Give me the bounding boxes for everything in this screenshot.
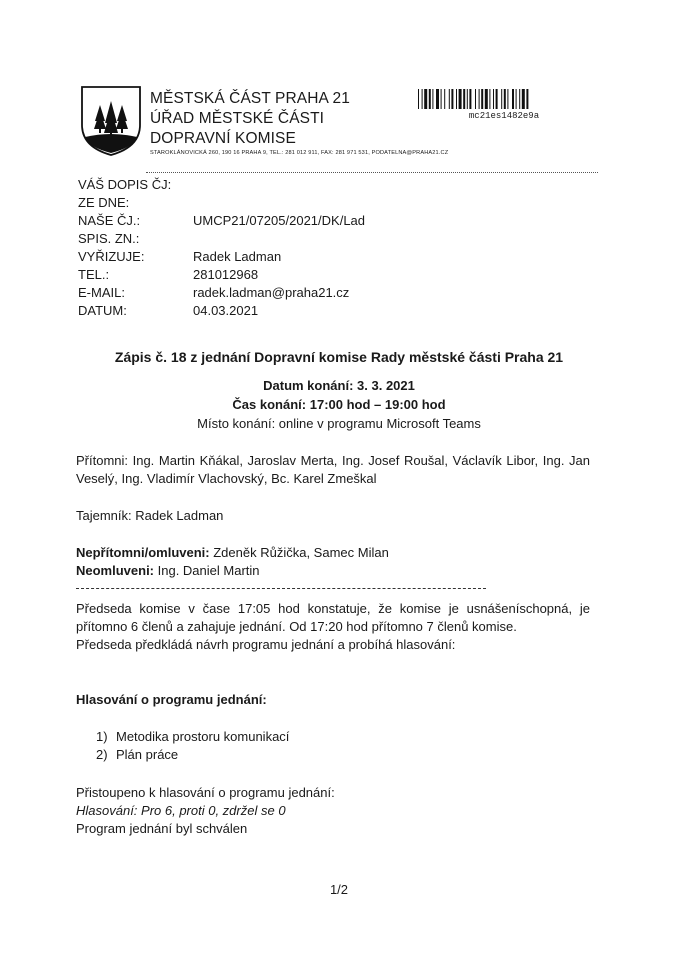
agenda-heading: Hlasování o programu jednání:: [76, 692, 267, 707]
agenda-item-number: 2): [96, 747, 108, 762]
ref-row-handled-by: [78, 248, 281, 266]
ref-value: Radek Ladman: [193, 249, 282, 264]
barcode-id: mc21es1482e9a: [468, 111, 540, 121]
absent-unexcused-value: Ing. Daniel Martin: [154, 563, 260, 578]
agenda-item-number: 1): [96, 729, 108, 744]
meeting-date-label: Datum konání:: [263, 378, 354, 393]
ref-row-our-ref: [78, 212, 365, 230]
agenda-item: [96, 728, 289, 746]
ref-row-file-mark: [78, 230, 193, 248]
office-address: STAROKLÁNOVICKÁ 260, 190 16 PRAHA 9, TEL.: 281 012 911, FAX: 281 971 531, PODATELNA@PRAHA21.CZ: [150, 150, 449, 156]
page-number: 1/2: [329, 882, 349, 897]
vote-result: Hlasování: Pro 6, proti 0, zdržel se 0: [76, 803, 286, 818]
absent-excused-value: Zdeněk Růžička, Samec Milan: [209, 545, 389, 560]
ref-row-email: [78, 284, 349, 302]
agenda-approved: Program jednání byl schválen: [76, 821, 248, 836]
absent-unexcused: [76, 562, 590, 580]
absent-unexcused-label: Neomluveni:: [76, 563, 155, 578]
header-divider: [146, 172, 598, 173]
quorum-statement: Předseda komise v čase 17:05 hod konstatuje, že komise je usnášeníschopná, je přítomno 6 členů a zahajuje jednání. Od 17:20 hod přítomno 7 členů komise.: [76, 601, 590, 634]
vote-intro: Přistoupeno k hlasování o programu jednání:: [76, 785, 335, 800]
org-name-line3: DOPRAVNÍ KOMISE: [150, 130, 296, 147]
ref-label: DATUM:: [78, 303, 127, 318]
ref-label: VÁŠ DOPIS ČJ:: [78, 177, 172, 192]
org-name-line2: ÚŘAD MĚSTSKÉ ČÁSTI: [150, 110, 325, 127]
agenda-proposal: Předseda předkládá návrh programu jednání a probíhá hlasování:: [76, 637, 456, 652]
absent-excused: [76, 544, 590, 562]
ref-row-phone: [78, 266, 258, 284]
ref-label: VYŘIZUJE:: [78, 249, 145, 264]
attendees-present: Přítomni: Ing. Martin Kňákal, Jaroslav Merta, Ing. Josef Roušal, Václavík Libor, Ing. Jan Veselý, Ing. Vladimír Vlachovský, Bc. Karel Zmeškal: [76, 453, 590, 486]
meeting-place: Místo konání: online v programu Microsoft Teams: [197, 416, 481, 431]
ref-value: 281012968: [193, 267, 259, 282]
ref-value: radek.ladman@praha21.cz: [193, 285, 350, 300]
ref-row-date: [78, 302, 258, 320]
agenda-item-text: Metodika prostoru komunikací: [116, 729, 290, 744]
absent-excused-label: Nepřítomni/omluveni:: [76, 545, 210, 560]
ref-label: ZE DNE:: [78, 195, 130, 210]
agenda-item: [96, 746, 178, 764]
ref-value: 04.03.2021: [193, 303, 259, 318]
org-name-line1: MĚSTSKÁ ČÁST PRAHA 21: [150, 90, 350, 107]
meeting-date: [0, 378, 678, 393]
document-title: Zápis č. 18 z jednání Dopravní komise Rady městské části Praha 21: [114, 349, 564, 365]
barcode-graphic: [418, 89, 590, 109]
meeting-date-value: 3. 3. 2021: [357, 378, 415, 393]
ref-label: E-MAIL:: [78, 285, 125, 300]
municipal-coat-of-arms-logo: [80, 85, 142, 157]
section-separator: [76, 588, 486, 589]
ref-row-date-of: [78, 194, 193, 212]
meeting-time-value: 17:00 hod – 19:00 hod: [309, 397, 446, 412]
ref-row-your-letter: [78, 176, 193, 194]
secretary: Tajemník: Radek Ladman: [76, 508, 224, 523]
ref-label: NAŠE ČJ.:: [78, 213, 141, 228]
agenda-item-text: Plán práce: [116, 747, 179, 762]
ref-label: TEL.:: [78, 267, 110, 282]
meeting-time-label: Čas konání:: [232, 397, 307, 412]
ref-label: SPIS. ZN.:: [78, 231, 140, 246]
ref-value: UMCP21/07205/2021/DK/Lad: [193, 213, 366, 228]
meeting-time: [0, 397, 678, 412]
